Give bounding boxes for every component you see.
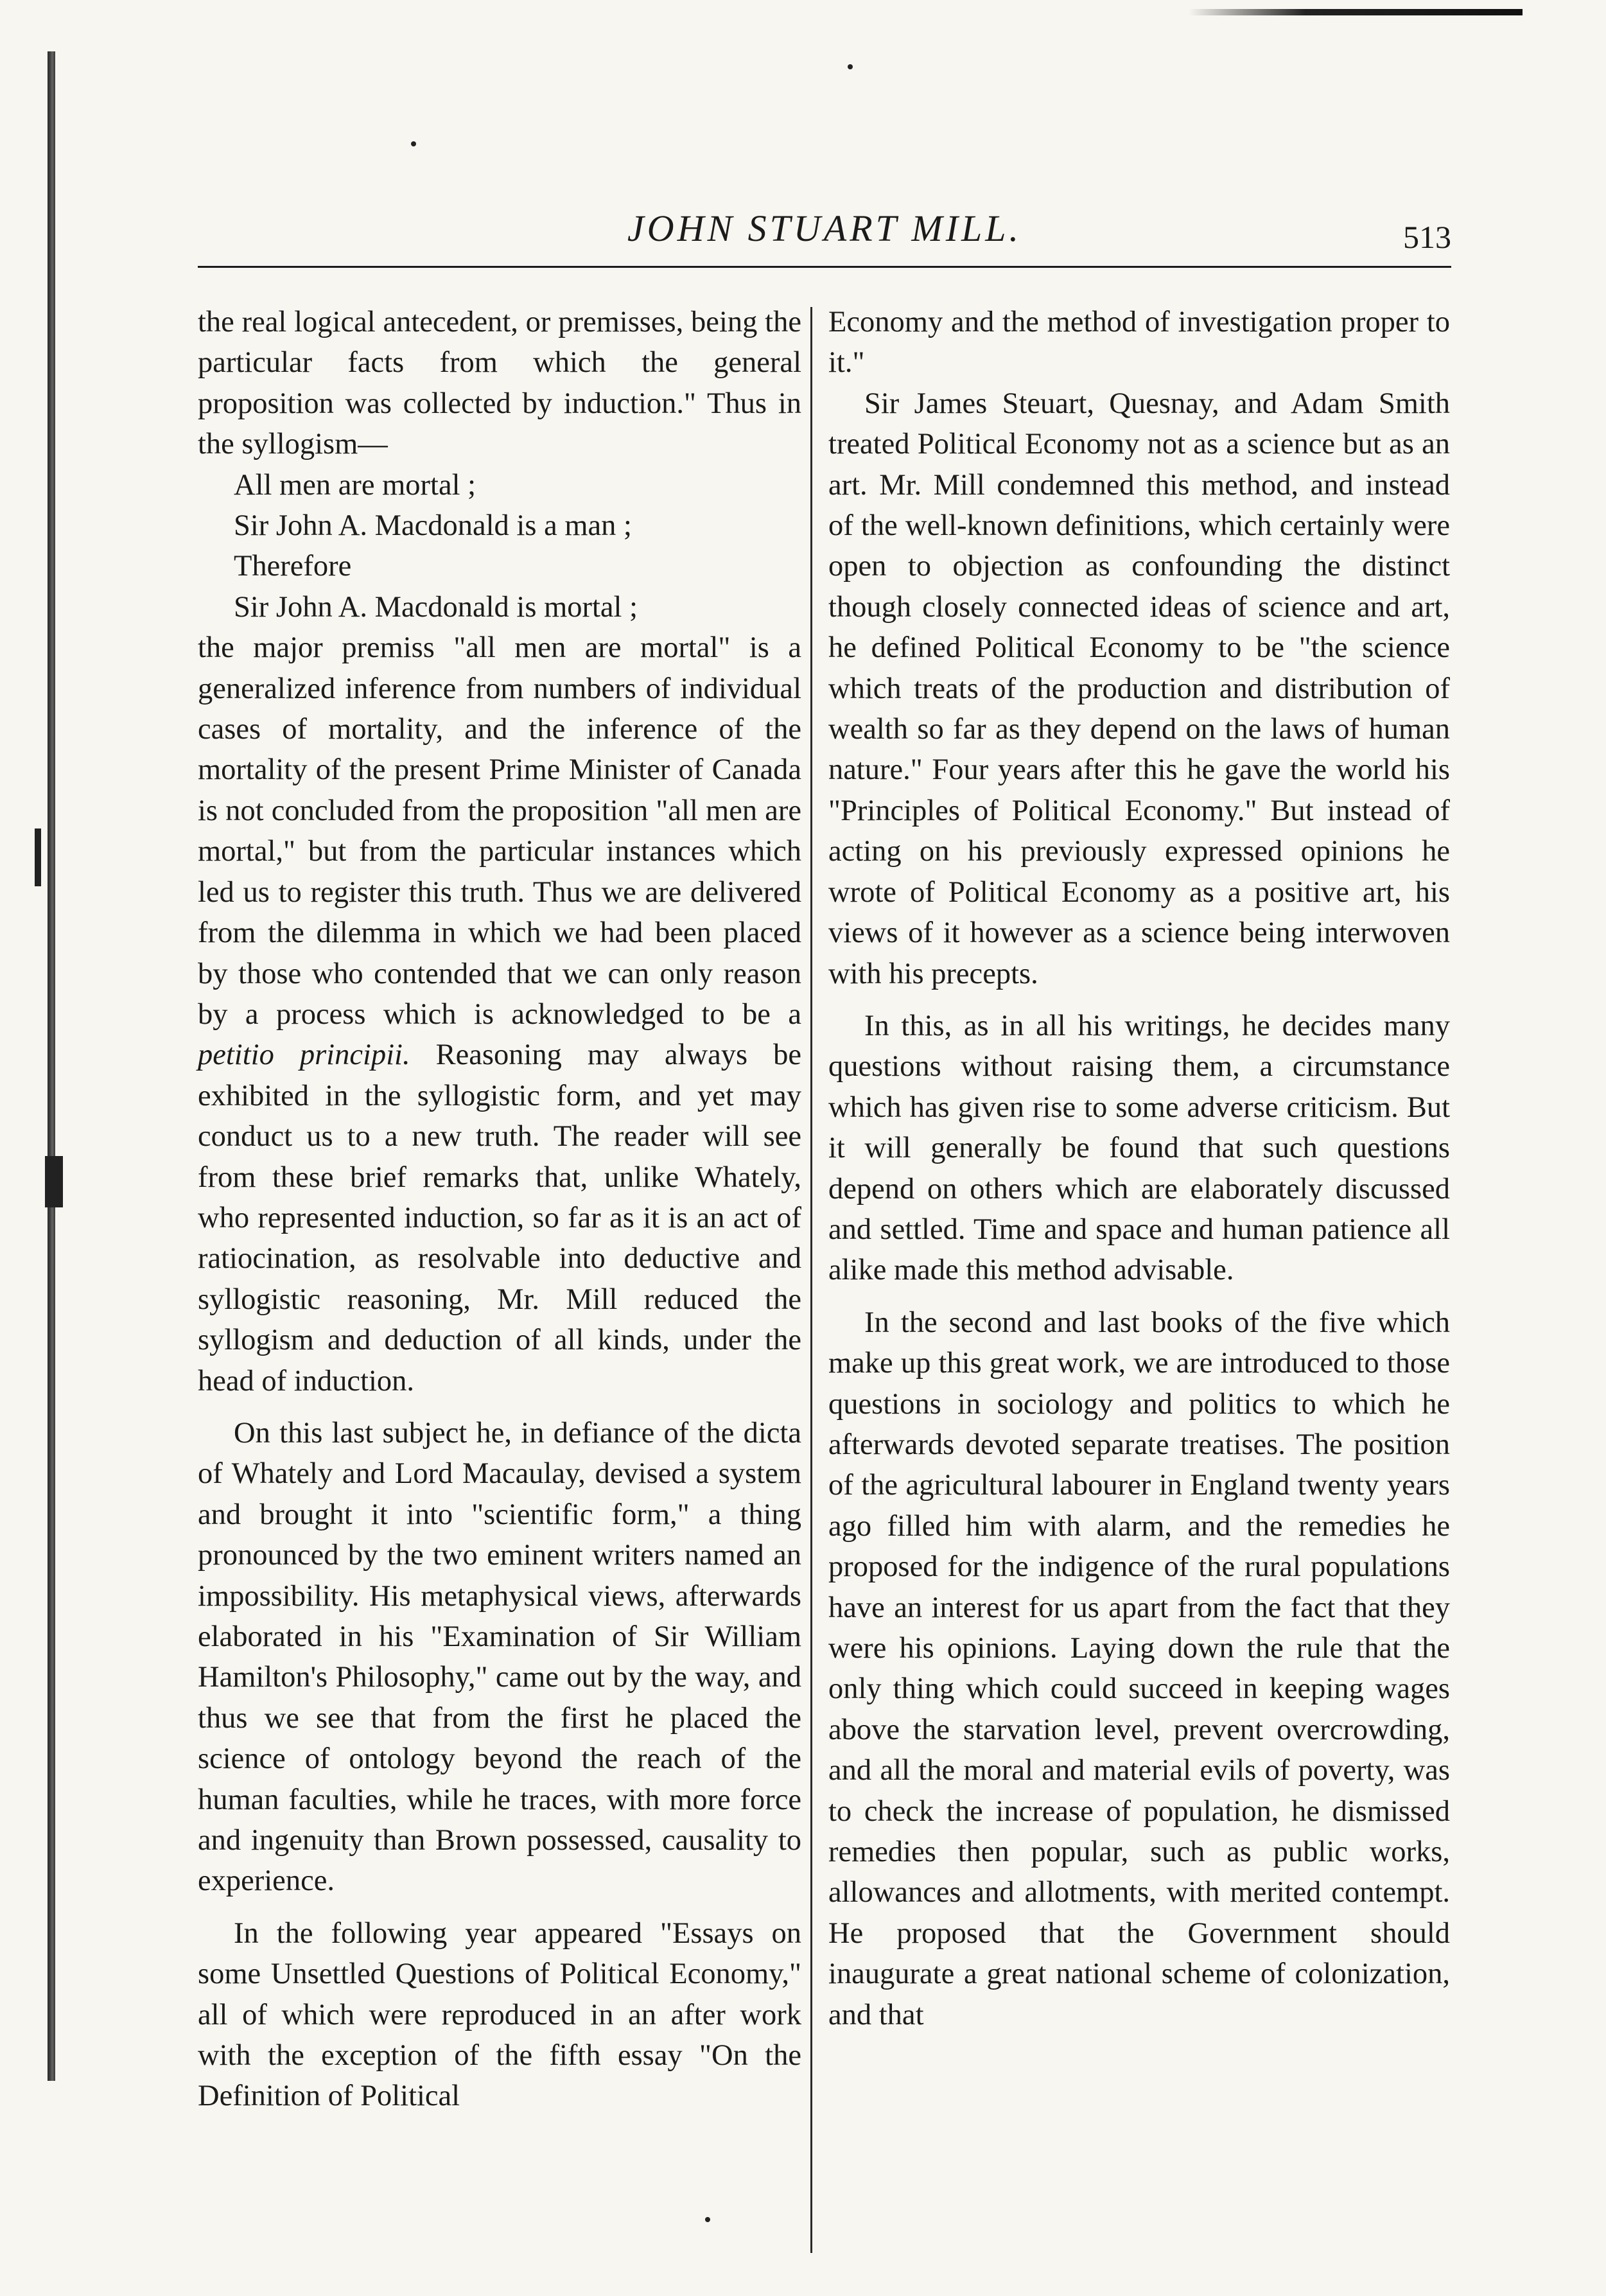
speck [848,64,853,69]
binding-mark [45,1156,63,1207]
speck [705,2217,710,2222]
page-number: 513 [1403,219,1451,255]
binding-mark [35,828,41,886]
paragraph: Economy and the method of investigation proper to it." [828,306,1450,380]
page-header [198,193,1451,263]
speck [411,141,416,146]
left-column [198,302,801,2117]
running-title: JOHN STUART MILL. [627,207,1022,249]
syllogism-line: All men are mortal ; [234,468,476,502]
binding-edge-shadow [48,51,55,2081]
latin-phrase: petitio principii. [198,1038,410,1072]
paragraph-text: Reasoning may always be exhibited in the syllogistic form, and yet may conduct us to a new truth. The reader will see from these brief remarks that, unlike Whately, who represented induction, so far as it is an act of ratiocination, as resolvable into deductive and syllogistic reasoning, Mr. Mill reduced the syllogism and deduction of all kinds, under the head of induction. [198,1038,801,1398]
syllogism-line: Sir John A. Macdonald is a man ; [234,509,632,543]
header-rule [198,266,1451,268]
column-divider [810,307,812,2253]
paragraph: In this, as in all his writings, he decides many questions without raising them, a circumstance which has given rise to some adverse criticism. But it will generally be found that such questions depend on others which are elaborately discussed and settled. Time and space and human patience all alike made this method advisable. [828,1009,1450,1287]
syllogism-line: Therefore [234,550,352,583]
top-edge-ink-smear [1189,9,1523,15]
right-column [828,302,1450,2035]
paragraph [198,627,801,1401]
syllogism-line: Sir John A. Macdonald is mortal ; [234,590,638,624]
paragraph: In the second and last books of the five which make up this great work, we are introduced to those questions in sociology and politics to which he afterwards devoted separate treatises. The position of the agricultural labourer in England twenty years ago filled him with alarm, and the remedies he proposed for the indigence of the rural populations have an interest for us apart from the fact that they were his opinions. Laying down the rule that the only thing which could succeed in keeping wages above the starvation level, prevent overcrowding, and all the moral and material evils of poverty, was to check the increase of population, he dismissed remedies then popular, such as public works, allowances and allotments, with merited contempt. He proposed that the Government should inaugurate a great national scheme of colonization, and that [828,1306,1450,2031]
paragraph: In the following year appeared "Essays on some Unsettled Questions of Political Economy," all of which were reproduced in an after work with the exception of the fifth essay "On the Definition of Political [198,1916,801,2113]
paragraph: Sir James Steuart, Quesnay, and Adam Smith treated Political Economy not as a science but as an art. Mr. Mill condemned this method, and instead of the well-known definitions, which certainly were open to objection as confounding the distinct though closely connected ideas of science and art, he defined Political Economy to be "the science which treats of the production and distribution of wealth so far as they depend on the laws of human nature." Four years after this he gave the world his "Principles of Political Economy." But instead of acting on his previously expressed opinions he wrote of Political Economy as a positive art, his views of it however as a science being interwoven with his precepts. [828,387,1450,990]
paragraph: On this last subject he, in defiance of the dicta of Whately and Lord Macaulay, devised a system and brought it into "scientific form," a thing pronounced by the two eminent writers named an impossibility. His metaphysical views, afterwards elaborated in his "Examination of Sir William Hamilton's Philosophy," came out by the way, and thus we see that from the first he placed the science of ontology beyond the reach of the human faculties, while he traces, with more force and ingenuity than Brown possessed, causality to experience. [198,1416,801,1898]
paragraph-text: the major premiss "all men are mortal" is a generalized inference from numbers of individual cases of mortality, and the inference of the mortality of the present Prime Minister of Canada is not concluded from the proposition "all men are mortal," but from the particular instances which led us to register this truth. Thus we are delivered from the dilemma in which we had been placed by those who contended that we can only reason by a process which is acknowledged to be a [198,631,801,1031]
paragraph: the real logical antecedent, or premisses, being the particular facts from which the general proposition was collected by induction." Thus in the syllogism— [198,306,801,461]
